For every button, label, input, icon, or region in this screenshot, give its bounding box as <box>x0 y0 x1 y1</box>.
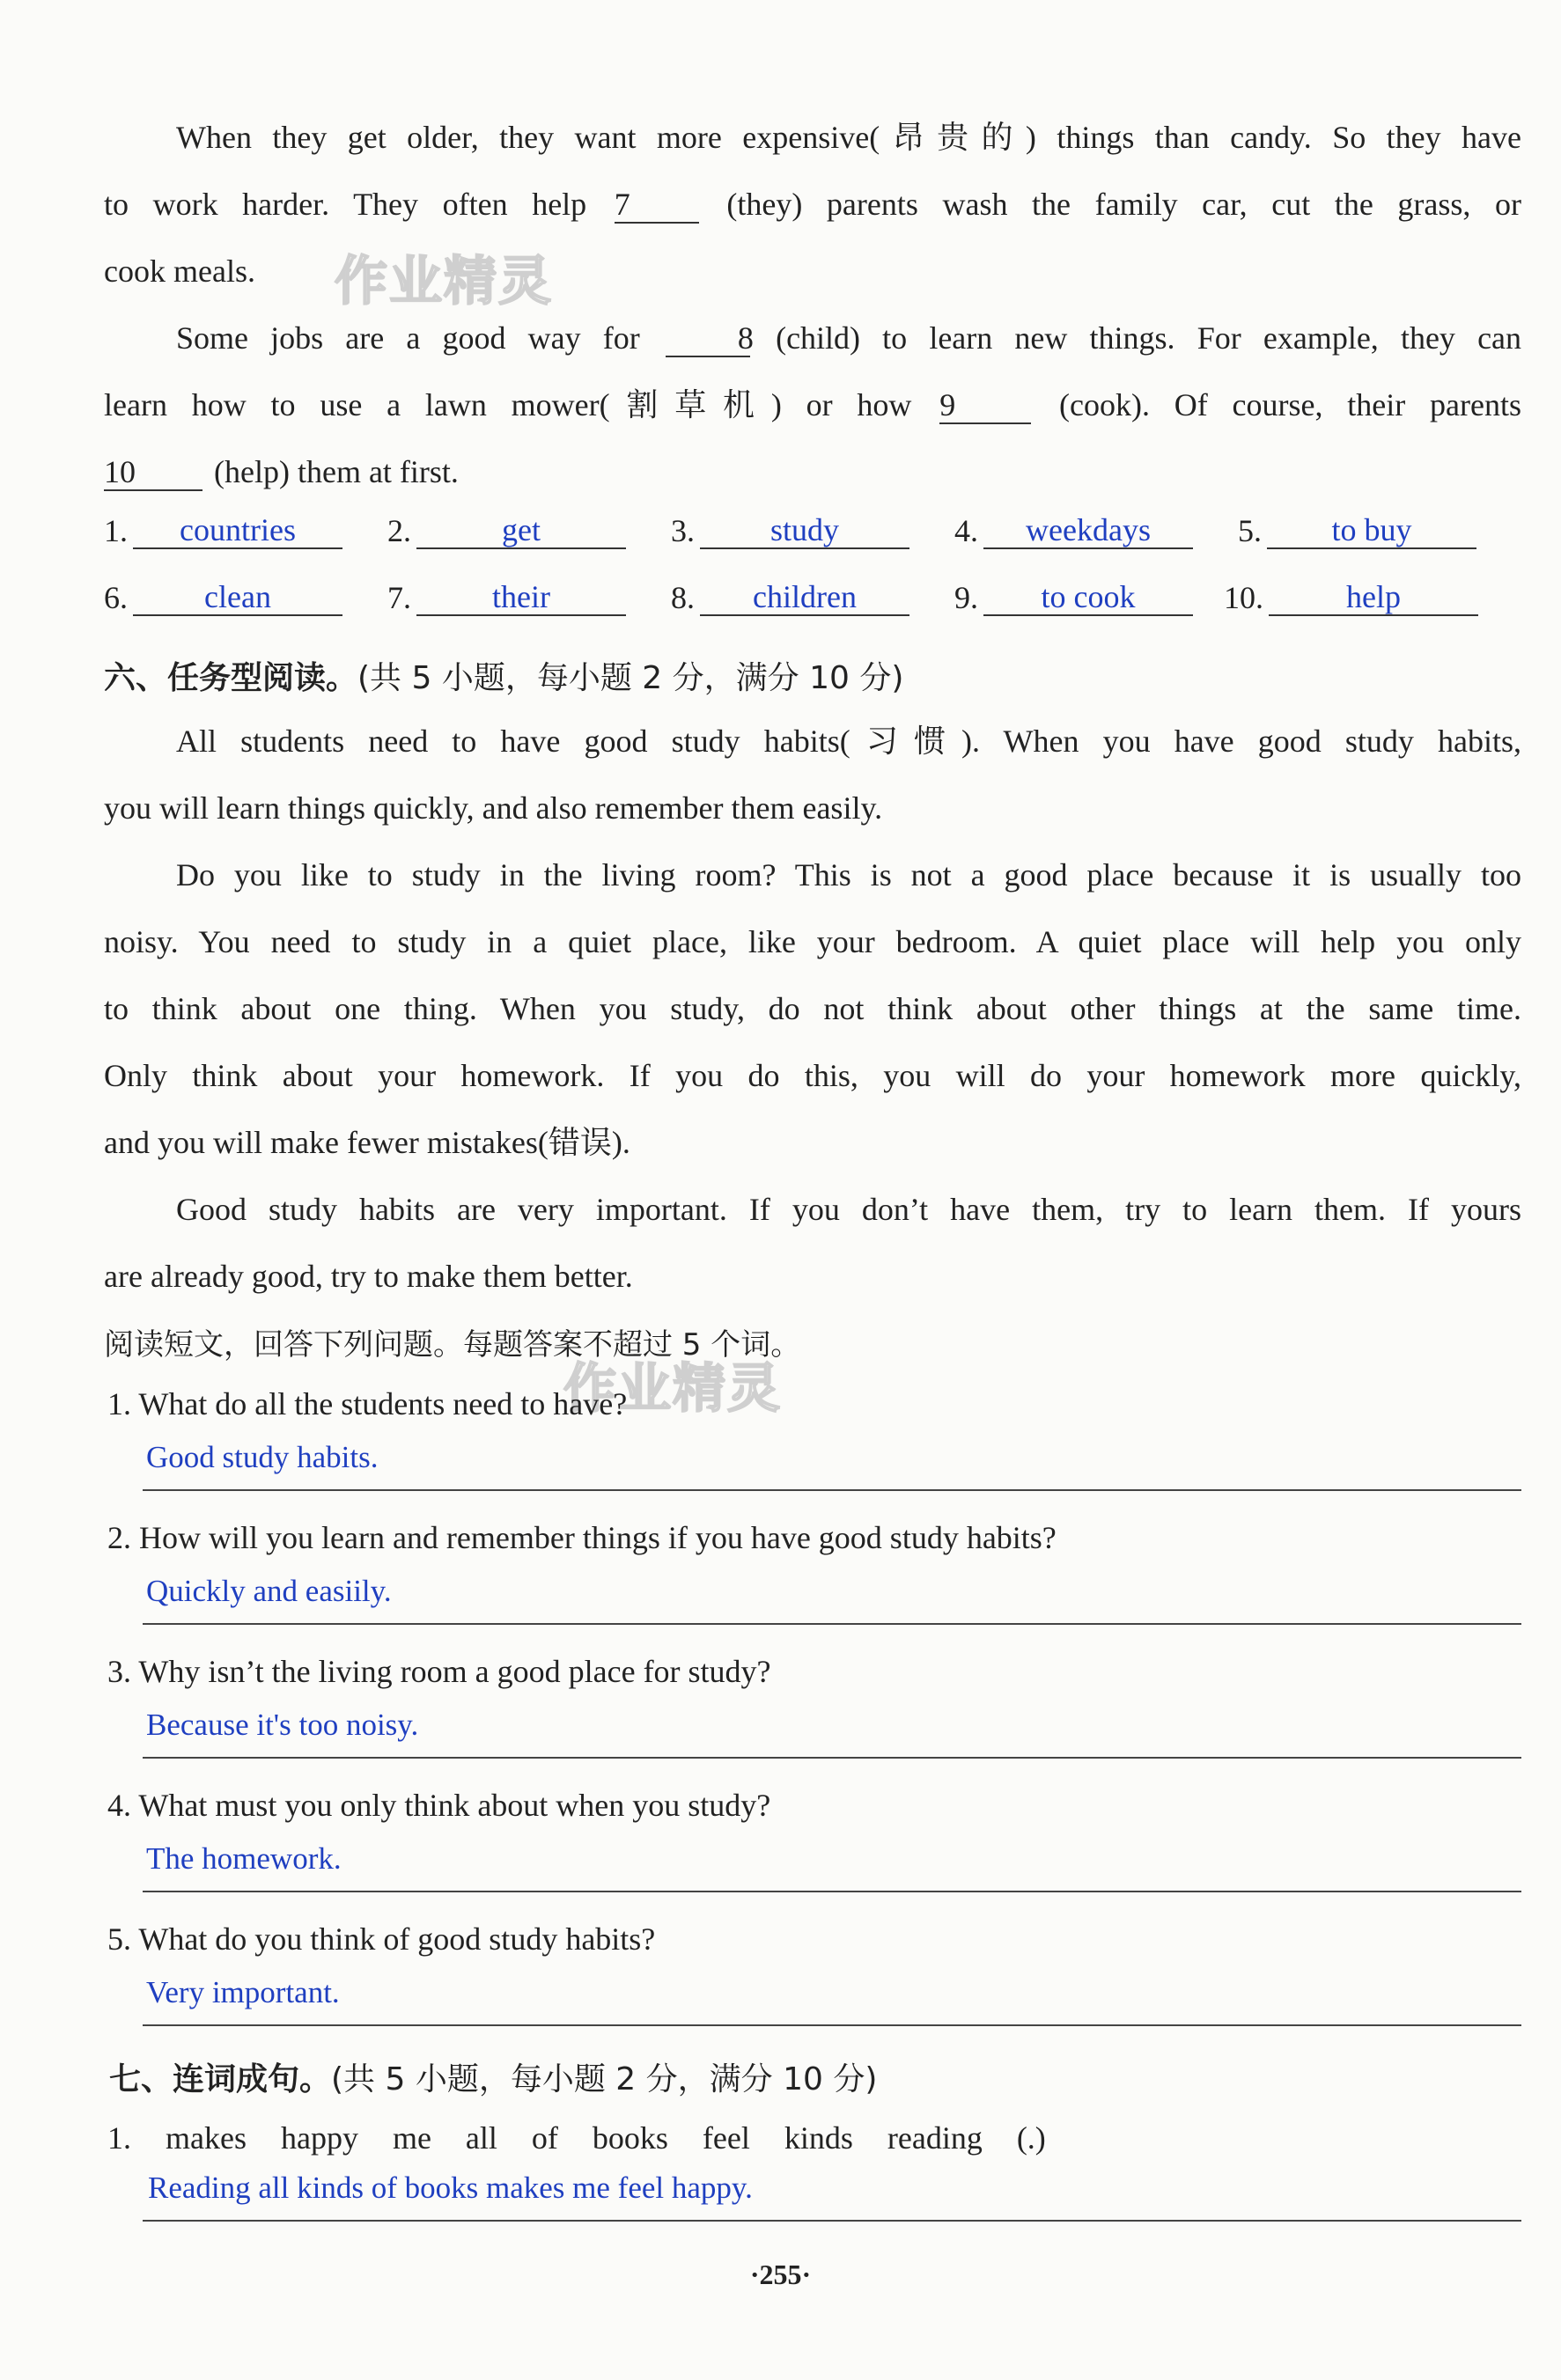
passage-line-6: 10 (help) them at first. <box>104 454 459 489</box>
answer-item: 7. their <box>387 579 626 616</box>
blank-8: 8 <box>666 320 750 357</box>
section-7-title: 七、连词成句。(共 5 小题，每小题 2 分，满分 10 分) <box>109 2061 878 2097</box>
answer-item: 9. to cook <box>954 579 1193 616</box>
answer-value: clean <box>133 579 342 616</box>
answer-value: get <box>416 512 626 549</box>
s6-para-1-line-2: you will learn things quickly, and also remember them easily. <box>104 790 883 826</box>
s6-answer-3: Because it's too noisy. <box>146 1708 419 1742</box>
s6-answer-4: The homework. <box>146 1841 342 1876</box>
blank-10: 10 <box>104 454 202 491</box>
passage-line-2: to work harder. They often help 7 (they) parents wash the family car, cut the grass, or <box>104 187 1521 222</box>
answer-item: 3. study <box>671 512 909 549</box>
answer-rule <box>143 1757 1521 1759</box>
s7-question-1: 1. makes happy me all of books feel kinds reading (.) <box>107 2120 1046 2156</box>
answer-value: help <box>1269 579 1478 616</box>
answer-value: to cook <box>983 579 1193 616</box>
section-6-title: 六、任务型阅读。(共 5 小题，每小题 2 分，满分 10 分) <box>104 660 904 696</box>
page-number: ·255· <box>749 2259 812 2290</box>
answer-value: study <box>700 512 909 549</box>
blank-7: 7 <box>615 187 699 224</box>
answer-item: 1. countries <box>104 512 342 549</box>
s6-answer-5: Very important. <box>146 1975 340 2009</box>
answer-rule <box>143 1623 1521 1625</box>
answer-rule <box>143 1489 1521 1491</box>
passage-line-1: When they get older, they want more expensive(昂贵的) things than candy. So they have <box>176 120 1521 155</box>
s6-para-2-line-3: to think about one thing. When you study, do not think about other things at the same time. <box>104 991 1521 1026</box>
answer-item: 2. get <box>387 512 626 549</box>
passage-line-4: Some jobs are a good way for 8 (child) to learn new things. For example, they can <box>176 320 1522 356</box>
answer-value: children <box>700 579 909 616</box>
s6-para-2-line-1: Do you like to study in the living room? This is not a good place because it is usually too <box>176 857 1521 892</box>
answer-rule <box>143 2220 1521 2222</box>
s6-question-5: 5. What do you think of good study habits? <box>107 1921 656 1957</box>
answer-value: their <box>416 579 626 616</box>
s6-para-2-line-5: and you will make fewer mistakes(错误). <box>104 1125 630 1160</box>
s6-para-2-line-2: noisy. You need to study in a quiet place, like your bedroom. A quiet place will help you only <box>104 924 1521 959</box>
s6-para-2-line-4: Only think about your homework. If you do this, you will do your homework more quickly, <box>104 1058 1521 1093</box>
s6-answer-2: Quickly and easiily. <box>146 1574 392 1608</box>
answer-item: 5. to buy <box>1238 512 1476 549</box>
answer-item: 10. help <box>1224 579 1478 616</box>
answer-item: 4. weekdays <box>954 512 1193 549</box>
answer-value: to buy <box>1267 512 1476 549</box>
s6-question-2: 2. How will you learn and remember things if you have good study habits? <box>107 1520 1057 1555</box>
answer-value: countries <box>133 512 342 549</box>
answer-rule <box>143 2024 1521 2026</box>
watermark-middle: 作业精灵 <box>563 1358 782 1420</box>
answer-item: 6. clean <box>104 579 342 616</box>
answer-rule <box>143 1891 1521 1892</box>
watermark-top: 作业精灵 <box>335 251 553 312</box>
s6-question-3: 3. Why isn’t the living room a good place for study? <box>107 1654 771 1689</box>
s6-question-1: 1. What do all the students need to have? <box>107 1386 628 1421</box>
passage-line-3: cook meals. <box>104 253 255 289</box>
answer-value: weekdays <box>983 512 1193 549</box>
s6-question-4: 4. What must you only think about when you study? <box>107 1788 771 1823</box>
s6-answer-1: Good study habits. <box>146 1440 379 1474</box>
s6-instruction: 阅读短文，回答下列问题。每题答案不超过 5 个词。 <box>104 1327 801 1363</box>
s6-para-3-line-2: are already good, try to make them better. <box>104 1259 633 1294</box>
answer-item: 8. children <box>671 579 909 616</box>
s7-answer-1: Reading all kinds of books makes me feel happy. <box>148 2171 753 2205</box>
blank-9: 9 <box>939 387 1031 424</box>
s6-para-1-line-1: All students need to have good study habits(习惯). When you have good study habits, <box>176 724 1521 759</box>
passage-line-5: learn how to use a lawn mower(割草机) or how 9 (cook). Of course, their parents <box>104 387 1521 422</box>
s6-para-3-line-1: Good study habits are very important. If you don’t have them, try to learn them. If yours <box>176 1192 1521 1227</box>
